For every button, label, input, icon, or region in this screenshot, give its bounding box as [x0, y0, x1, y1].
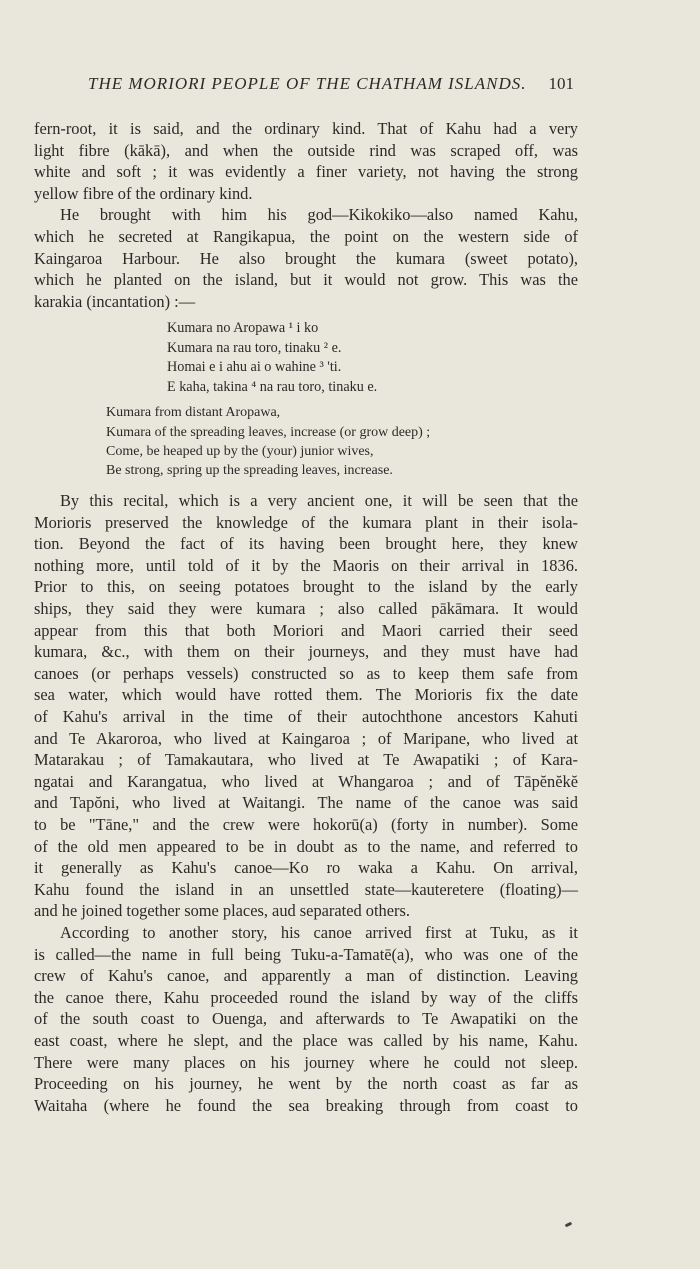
verse-line: Kumara na rau toro, tinaku ² e. [167, 339, 342, 356]
text-line: the canoe there, Kahu proceeded round the island by way of the cliffs [34, 987, 578, 1007]
text-line: karakia (incantation) :— [34, 291, 196, 311]
verse-line: Kumara no Aropawa ¹ i ko [167, 320, 319, 337]
text-line: white and soft ; it was evidently a finer variety, not having the strong [34, 162, 578, 182]
text-line: which he secreted at Rangikapua, the point on the western side of [34, 226, 578, 246]
text-line: There were many places on his journey where he could not sleep. [34, 1052, 578, 1072]
text-line: of the old men appeared to be in doubt as to the name, and referred to [34, 836, 578, 856]
text-line: to be "Tāne," and the crew were hokorū(a) (forty in number). Some [34, 815, 578, 834]
text-line: Kaingaroa Harbour. He also brought the kumara (sweet potato), [34, 248, 578, 268]
text-line: Kahu found the island in an unsettled state—kauteretere (floating)— [34, 879, 578, 899]
paragraph-2 [34, 204, 578, 312]
text-line: Morioris preserved the knowledge of the kumara plant in their isola- [34, 512, 578, 532]
verse-translation [106, 403, 578, 480]
text-line: which he planted on the island, but it would not grow. This was the [34, 270, 578, 290]
ink-mark [565, 1222, 573, 1228]
text-line: nothing more, until told of it by the Maoris on their arrival in 1836. [34, 555, 578, 575]
paragraph-1 [34, 118, 578, 204]
text-line: kumara, &c., with them on their journeys, and they must have had [34, 642, 578, 662]
page-number: 101 [548, 74, 574, 93]
text-line: and he joined together some places, aud separated others. [34, 901, 410, 921]
text-line: crew of Kahu's canoe, and apparently a man of distinction. Leaving [34, 966, 578, 986]
incantation-verse [167, 319, 578, 397]
text-line: is called—the name in full being Tuku-a-Tamatē(a), who was one of the [34, 944, 578, 964]
text-line: sea water, which would have rotted them. The Morioris fix the date [34, 685, 578, 705]
text-line: appear from this that both Moriori and Maori carried their seed [34, 620, 578, 640]
text-line: By this recital, which is a very ancient one, it will be seen that the [60, 491, 578, 511]
body-text [34, 118, 578, 1116]
text-line: yellow fibre of the ordinary kind. [34, 183, 253, 203]
text-line: of Kahu's arrival in the time of their autochthone ancestors Kahuti [34, 707, 578, 727]
text-line: of the south coast to Ouenga, and afterwards to Te Awapatiki on the [34, 1009, 578, 1029]
verse-line: E kaha, takina ⁴ na rau toro, tinaku e. [167, 378, 378, 395]
text-line: Proceeding on his journey, he went by the north coast as far as [34, 1074, 578, 1094]
paragraph-3 [34, 490, 578, 922]
text-line: Matarakau ; of Tamakautara, who lived at Te Awapatiki ; of Kara- [34, 750, 578, 770]
translation-line: Come, be heaped up by the (your) junior wives, [106, 443, 374, 459]
translation-line: Be strong, spring up the spreading leaves, increase. [106, 462, 393, 478]
text-line: ngatai and Karangatua, who lived at Whangaroa ; and of Tāpĕnĕkĕ [34, 771, 578, 791]
text-line: canoes (or perhaps vessels) constructed so as to keep them safe from [34, 663, 578, 683]
text-line: and Tapŏni, who lived at Waitangi. The name of the canoe was said [34, 793, 578, 813]
text-line: ships, they said they were kumara ; also called pākāmara. It would [34, 599, 578, 619]
text-line: Prior to this, on seeing potatoes brought to the island by the early [34, 577, 578, 597]
text-line: and Te Akaroroa, who lived at Kaingaroa ; of Maripane, who lived at [34, 728, 578, 748]
text-line: fern-root, it is said, and the ordinary kind. That of Kahu had a very [34, 119, 578, 138]
translation-line: Kumara from distant Aropawa, [106, 405, 281, 421]
running-title: THE MORIORI PEOPLE OF THE CHATHAM ISLANDS. [88, 74, 527, 93]
text-line: Waitaha (where he found the sea breaking through from coast to [34, 1095, 578, 1115]
text-line: He brought with him his god—Kikokiko—also named Kahu, [60, 205, 578, 225]
running-header [88, 74, 574, 94]
verse-line: Homai e i ahu ai o wahine ³ 'ti. [167, 359, 342, 376]
text-line: According to another story, his canoe arrived first at Tuku, as it [60, 922, 578, 942]
paragraph-4 [34, 922, 578, 1116]
text-line: tion. Beyond the fact of its having been brought here, they knew [34, 534, 578, 554]
translation-line: Kumara of the spreading leaves, increase (or grow deep) ; [106, 424, 431, 440]
text-line: light fibre (kākā), and when the outside rind was scraped off, was [34, 140, 578, 160]
text-line: it generally as Kahu's canoe—Ko ro waka a Kahu. On arrival, [34, 858, 578, 878]
text-line: east coast, where he slept, and the place was called by his name, Kahu. [34, 1030, 578, 1050]
